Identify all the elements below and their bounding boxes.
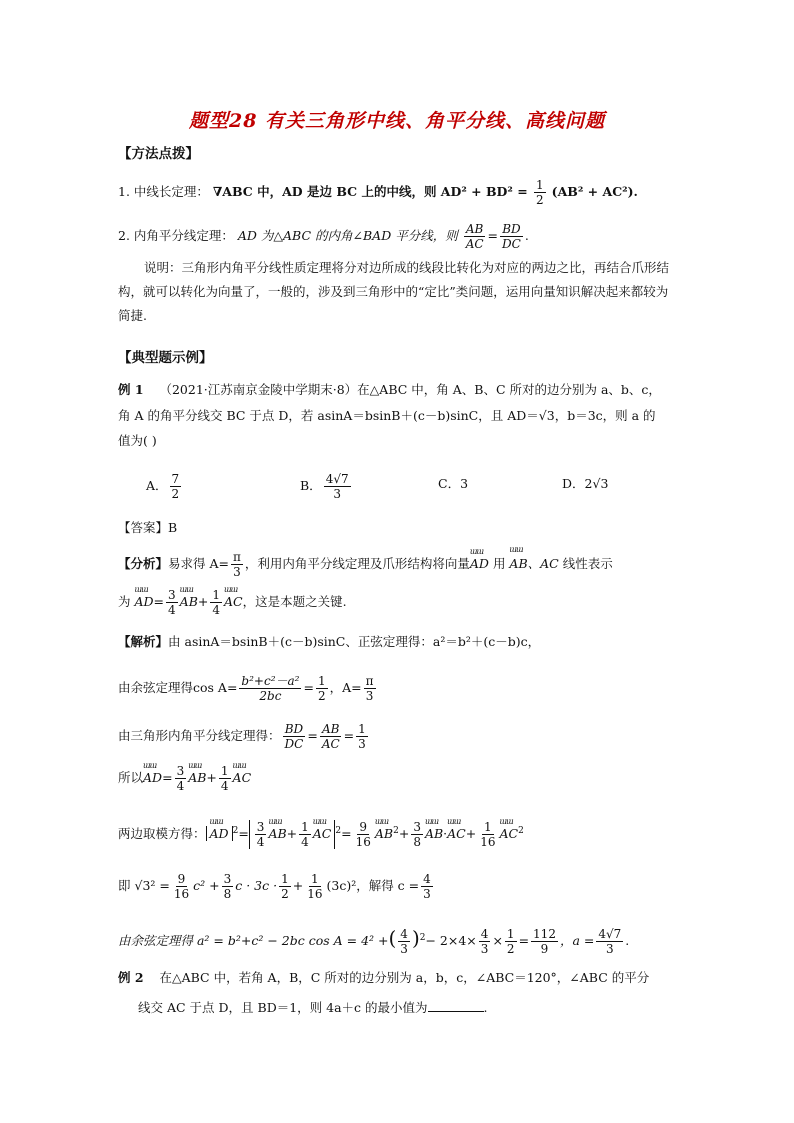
item2-fraction-ab-ac: $\frac{AB}{AC}$	[465, 222, 484, 251]
item2-fraction-bd-dc: $\frac{BD}{DC}$	[502, 222, 521, 251]
item1-tail: (AB² + AC²).	[551, 184, 638, 199]
example1-line2: 角 A 的角平分线交 BC 于点 D，若 asinA＝bsinB＋(c－b)sinC，且 AD＝√3，b＝3c，则 a 的	[118, 408, 656, 423]
analysis-line1: 【分析】易求得 A= $\frac{\pi}{3}$ ，利用内角平分线定理及爪形结构将向量ɯɯ AD 用 ɯɯ AB、AC 线性表示	[118, 550, 613, 579]
example2-label: 例 2	[118, 970, 144, 985]
item1-math: ∇ABC 中，AD 是边 BC 上的中线，则 AD² + BD² =	[212, 184, 533, 199]
item2-prefix: 2. 内角平分线定理：	[118, 228, 234, 243]
analysis-line2: 为 ɯɯ AD= $\frac{3}{4}$ ɯɯ AB+ $\frac{1}{4}$ ɯɯ AC，这是本题之关键.	[118, 588, 347, 617]
answer: 【答案】B	[118, 520, 178, 535]
solution-line6: 即 √3² = $\frac{9}{16}$ c² + $\frac{3}{8}$ c · 3c · $\frac{1}{2}$ + $\frac{1}{16}$ (3c)²，解得 c = $\frac{4}{3}$	[118, 872, 431, 901]
solution-line5: 两边取模方得：ɯɯ AD $^2$= $\frac{3}{4}$ ɯɯ AB+ $\frac{1}{4}$ ɯɯ AC $^2$= $\frac{9}{16}$ ɯɯ $AB^2+$ $\frac{3}{8}$ ɯɯ AB·ɯɯ AC+ $\frac{1}{16}$ ɯɯ $AC^2$	[118, 820, 524, 849]
example2-text2: 线交 AC 于点 D，且 BD＝1，则 4a＋c 的最小值为	[138, 1000, 428, 1015]
example1-text1: （2021·江苏南京金陵中学期末·8）在△ABC 中，角 A、B、C 所对的边分别为 a、b、c，	[159, 382, 661, 397]
item1-prefix: 1. 中线长定理：	[118, 184, 209, 199]
method-item-2: 2. 内角平分线定理： AD 为△ABC 的内角∠BAD 平分线，则 $\frac{AB}{AC}$ = $\frac{BD}{DC}$ .	[118, 222, 529, 251]
option-a[interactable]: A． $\frac{7}{2}$	[146, 472, 180, 501]
answer-blank[interactable]	[428, 999, 484, 1012]
example2-line2: 线交 AC 于点 D，且 BD＝1，则 4a＋c 的最小值为 .	[138, 1000, 488, 1015]
example1-label: 例 1	[118, 382, 144, 397]
method-item-1	[118, 178, 638, 207]
solution-line7: 由余弦定理得 a² = b²+c² − 2bc cos A = 4² +( $\frac{4}{3}$ )$^2$− 2×4× $\frac{4}{3}$ × $\frac{1}{2}$ = $\frac{112}{9}$ ，a = $\frac{4√7}{3}$ .	[118, 926, 630, 956]
item1-fraction: $\frac{1}{2}$	[536, 178, 544, 207]
option-d[interactable]: D．2√3	[562, 476, 609, 491]
example1-line3: 值为( )	[118, 433, 157, 448]
example2-text1: 在△ABC 中，若角 A，B，C 所对的边分别为 a，b，c，∠ABC＝120°，∠ABC 的平分	[159, 970, 650, 985]
solution-line3: 由三角形内角平分线定理得： $\frac{BD}{DC}$ = $\frac{AB}{AC}$ = $\frac{1}{3}$	[118, 722, 366, 751]
item2-math: AD 为△ABC 的内角∠BAD 平分线，则	[237, 228, 458, 243]
solution-line4: 所以ɯɯ AD= $\frac{3}{4}$ ɯɯ AB+ $\frac{1}{4}$ ɯɯ AC	[118, 764, 251, 793]
page-title: 题型28 有关三角形中线、角平分线、高线问题	[188, 110, 606, 132]
example2-line1	[118, 968, 649, 986]
method-note: 说明：三角形内角平分线性质定理将分对边所成的线段比转化为对应的两边之比，再结合爪形结构，就可以转化为向量了，一般的，涉及到三角形中的“定比”类问题，运用向量知识解决起来都较为简捷.	[118, 260, 670, 323]
solution-line1: 【解析】由 asinA＝bsinB＋(c－b)sinC、正弦定理得：a²＝b²＋(c－b)c，	[118, 634, 541, 649]
option-c[interactable]: C．3	[438, 476, 469, 491]
solution-line2: 由余弦定理得cos A= $\frac{\text{b²+c²－a²}}{2bc}$ = $\frac{1}{2}$ ，A= $\frac{\pi}{3}$	[118, 674, 374, 703]
example1-line1	[118, 380, 661, 398]
method-heading: 【方法点拨】	[118, 146, 199, 162]
option-b[interactable]: B． $\frac{4√7}{3}$	[300, 472, 349, 501]
examples-heading: 【典型题示例】	[118, 350, 213, 366]
